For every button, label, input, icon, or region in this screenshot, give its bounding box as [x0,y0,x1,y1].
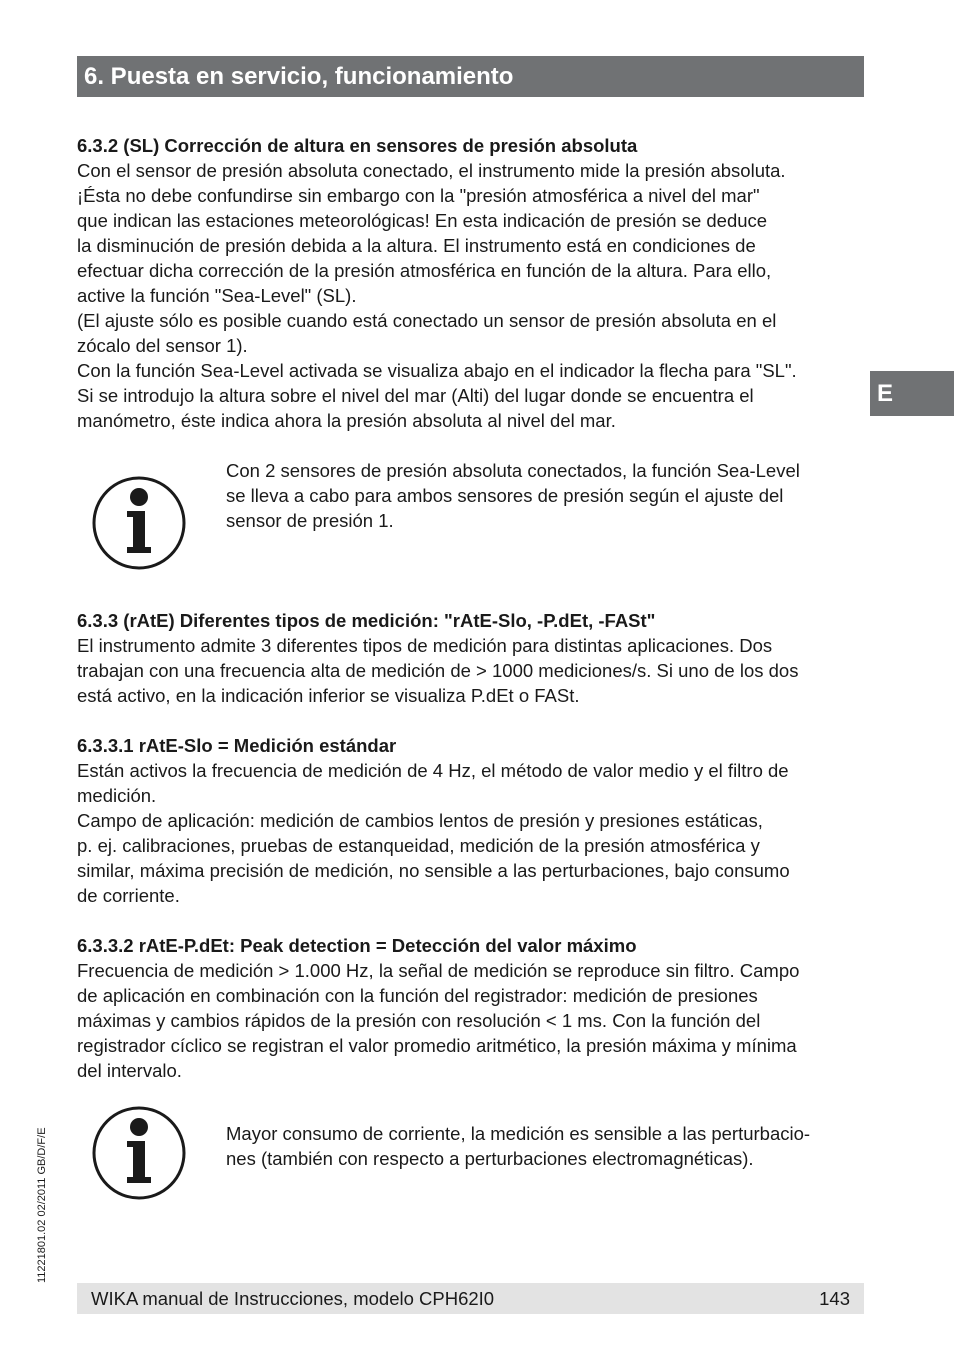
body-line: Campo de aplicación: medición de cambios lentos de presión y presiones estáticas, [77,810,763,831]
body-line: Frecuencia de medición > 1.000 Hz, la señal de medición se reproduce sin filtro. Campo [77,960,800,981]
info-note [77,458,877,608]
body-line: la disminución de presión debida a la altura. El instrumento está en condiciones de [77,235,756,256]
note-line: Mayor consumo de corriente, la medición es sensible a las perturbacio- [226,1123,811,1144]
section-sea-level [77,133,877,433]
main-content [77,133,877,1246]
body-line: Con la función Sea-Level activada se visualiza abajo en el indicador la flecha para "SL". [77,360,797,381]
body-line: que indican las estaciones meteorológicas! En esta indicación de presión se deduce [77,210,768,231]
section-heading: 6.3.3.2 rAtE-P.dEt: Peak detection = Detección del valor máximo [77,935,637,956]
footer-text: WIKA manual de Instrucciones, modelo CPH62I0 [91,1288,495,1309]
note-line: nes (también con respecto a perturbaciones electromagnéticas). [226,1148,754,1169]
note-line: Con 2 sensores de presión absoluta conectados, la función Sea-Level [226,460,800,481]
body-line: de aplicación en combinación con la función del registrador: medición de presiones [77,985,758,1006]
body-line: registrador cíclico se registran el valor promedio aritmético, la presión máxima y mínima [77,1035,797,1056]
note-line: sensor de presión 1. [226,510,394,531]
body-line: medición. [77,785,157,806]
section-rate-pdet [77,933,877,1083]
body-line: máximas y cambios rápidos de la presión con resolución < 1 ms. Con la función del [77,1010,761,1031]
body-line: Con el sensor de presión absoluta conectado, el instrumento mide la presión absoluta. [77,160,786,181]
page-number: 143 [819,1288,850,1309]
body-line: zócalo del sensor 1). [77,335,248,356]
body-line: (El ajuste sólo es posible cuando está conectado un sensor de presión absoluta en el [77,310,777,331]
body-line: Si se introdujo la altura sobre el nivel del mar (Alti) del lugar donde se encuentra el [77,385,754,406]
body-line: ¡Ésta no debe confundirse sin embargo con la "presión atmosférica a nivel del mar" [77,185,760,206]
section-rate-slo [77,733,877,908]
body-line: similar, máxima precisión de medición, no sensible a las perturbaciones, bajo consumo [77,860,790,881]
note-line: se lleva a cabo para ambos sensores de presión según el ajuste del [226,485,784,506]
page-title: 6. Puesta en servicio, funcionamiento [77,56,864,97]
section-rate [77,608,877,708]
body-line: de corriente. [77,885,180,906]
info-icon [91,475,187,571]
footer [77,1283,864,1314]
body-line: del intervalo. [77,1060,182,1081]
section-heading: 6.3.3 (rAtE) Diferentes tipos de medición: "rAtE-Slo, -P.dEt, -FASt" [77,610,656,631]
body-line: efectuar dicha corrección de la presión atmosférica en función de la altura. Para ello, [77,260,772,281]
document-code: 11221801.02 02/2011 GB/D/F/E [36,1127,48,1283]
info-note [77,1121,877,1246]
body-line: manómetro, éste indica ahora la presión absoluta al nivel del mar. [77,410,616,431]
section-heading: 6.3.2 (SL) Corrección de altura en sensores de presión absoluta [77,135,638,156]
info-icon [91,1105,187,1201]
body-line: está activo, en la indicación inferior se visualiza P.dEt o FASt. [77,685,580,706]
body-line: active la función "Sea-Level" (SL). [77,285,357,306]
language-tab: E [870,371,954,416]
body-line: Están activos la frecuencia de medición de 4 Hz, el método de valor medio y el filtro de [77,760,789,781]
section-heading: 6.3.3.1 rAtE-Slo = Medición estándar [77,735,397,756]
note-text [226,458,866,533]
body-line: trabajan con una frecuencia alta de medición de > 1000 mediciones/s. Si uno de los dos [77,660,799,681]
body-line: El instrumento admite 3 diferentes tipos de medición para distintas aplicaciones. Dos [77,635,773,656]
body-line: p. ej. calibraciones, pruebas de estanqueidad, medición de la presión atmosférica y [77,835,760,856]
note-text [226,1121,866,1171]
